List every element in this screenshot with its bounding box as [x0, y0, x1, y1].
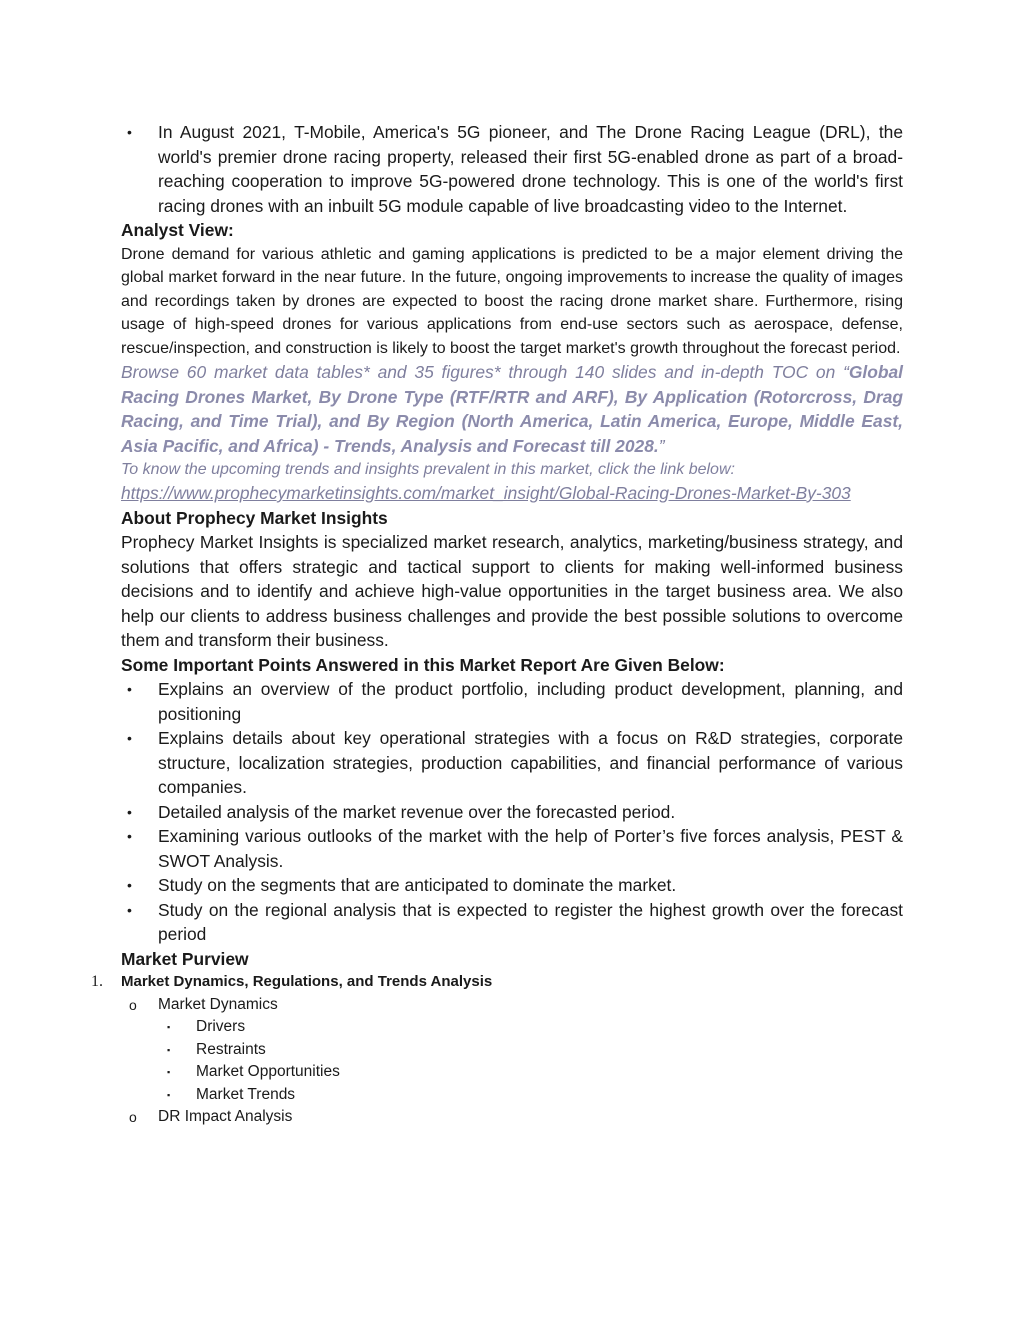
- browse-tail: ”: [658, 435, 665, 456]
- sub-item-text: DR Impact Analysis: [158, 1108, 293, 1125]
- point-text: Explains details about key operational strategies with a focus on R&D strategies, corporate structure, localization strategies, production capabilities, and financial performance of various companies.: [158, 728, 903, 797]
- subsub-item-text: Market Opportunities: [196, 1063, 340, 1080]
- square-bullet-icon: ▪: [167, 1089, 171, 1100]
- intro-bullet-text: In August 2021, T-Mobile, America's 5G pioneer, and The Drone Racing League (DRL), the world's premier drone racing property, released their first 5G-enabled drone as part of a broad-reaching cooperation to improve 5G-powered drone technology. This is one of the world's first racing drones with an inbuilt 5G module capable of live broadcasting video to the Internet.: [158, 122, 903, 216]
- point-text: Examining various outlooks of the market with the help of Porter’s five forces analysis, PEST & SWOT Analysis.: [158, 826, 903, 871]
- bullet-icon: •: [127, 901, 132, 918]
- document-page: [91, 120, 903, 1129]
- square-bullet-icon: ▪: [167, 1067, 171, 1077]
- analyst-view-heading: Analyst View:: [121, 220, 234, 240]
- subsub-item-text: Restraints: [196, 1040, 266, 1058]
- subsub-item: [121, 1084, 903, 1107]
- bullet-icon: •: [127, 803, 132, 820]
- browse-lead: Browse 60 market data tables* and 35 figures* through 140 slides and in-depth TOC on “: [121, 362, 849, 382]
- points-list: [121, 677, 903, 947]
- market-purview: [91, 947, 903, 1129]
- list-item: [121, 898, 903, 947]
- point-text: Study on the segments that are anticipated to dominate the market.: [158, 875, 677, 895]
- list-item: [121, 873, 903, 898]
- intro-bullet-list: [121, 120, 903, 218]
- item-title: Market Dynamics, Regulations, and Trends Analysis: [121, 973, 493, 990]
- bullet-icon: •: [127, 730, 132, 746]
- about-heading: About Prophecy Market Insights: [121, 507, 388, 528]
- points-heading: Some Important Points Answered in this Market Report Are Given Below:: [121, 654, 725, 675]
- circle-bullet-icon: o: [129, 996, 137, 1013]
- subsub-item: [121, 1016, 903, 1039]
- purview-heading: Market Purview: [121, 948, 249, 969]
- square-bullet-icon: ▪: [167, 1022, 171, 1032]
- point-text: Study on the regional analysis that is expected to register the highest growth over the forecast period: [158, 899, 903, 944]
- subsub-item: [121, 1061, 903, 1084]
- subsub-item: [121, 1039, 903, 1062]
- list-item: [121, 726, 903, 800]
- circle-bullet-icon: o: [129, 1109, 137, 1125]
- sub-item-text: Market Dynamics: [158, 995, 278, 1013]
- point-text: Detailed analysis of the market revenue over the forecasted period.: [158, 801, 676, 822]
- bullet-icon: •: [127, 681, 132, 697]
- square-bullet-icon: ▪: [167, 1044, 171, 1055]
- analyst-view-body: Drone demand for various athletic and gaming applications is predicted to be a major element driving the global market forward in the near future. In the future, ongoing improvements to increase the quality of images and recordings taken by drones are expected to boost the racing drone market share. Furthermore, rising usage of high-speed drones for various applications from end-use sectors such as aerospace, defense, rescue/inspection, and construction is likely to boost the target market's growth throughout the forecast period.: [121, 245, 903, 357]
- subsub-item-text: Market Trends: [196, 1085, 296, 1103]
- subsub-item-text: Drivers: [196, 1018, 246, 1035]
- bullet-icon: •: [127, 828, 132, 844]
- bullet-icon: •: [127, 877, 132, 893]
- sub-item-dr-impact: [121, 1106, 903, 1129]
- browse-paragraph: [121, 360, 903, 458]
- list-item: [121, 677, 903, 726]
- report-title: Global Racing Drones Market, By Drone Type (RTF/RTR and ARF), By Application (Rotorcross, Drag Racing, and Time Trial), and By Region (North America, Latin America, Europe, Middle East, Asia Pacific, and Africa) - Trends, Analysis and Forecast till 2028.: [121, 362, 903, 456]
- list-item: [121, 800, 903, 825]
- purview-item-1: [91, 971, 903, 994]
- sub-item-market-dynamics: [121, 994, 903, 1017]
- list-item: [121, 824, 903, 873]
- report-link[interactable]: https://www.prophecymarketinsights.com/market_insight/Global-Racing-Drones-Market-By-303: [121, 483, 851, 503]
- item-number: 1.: [91, 973, 103, 990]
- about-body: Prophecy Market Insights is specialized market research, analytics, marketing/business strategy, and solutions that offers strategic and tactical support to clients for making well-informed business decisions and to identify and achieve high-value opportunities in the target business area. We also help our clients to address business challenges and provide the best possible solutions to overcome them and transform their business.: [121, 532, 903, 650]
- know-more-text: To know the upcoming trends and insights prevalent in this market, click the link below:: [121, 461, 735, 478]
- point-text: Explains an overview of the product portfolio, including product development, planning, and positioning: [158, 679, 903, 724]
- bullet-icon: •: [127, 124, 132, 140]
- list-item: [121, 120, 903, 218]
